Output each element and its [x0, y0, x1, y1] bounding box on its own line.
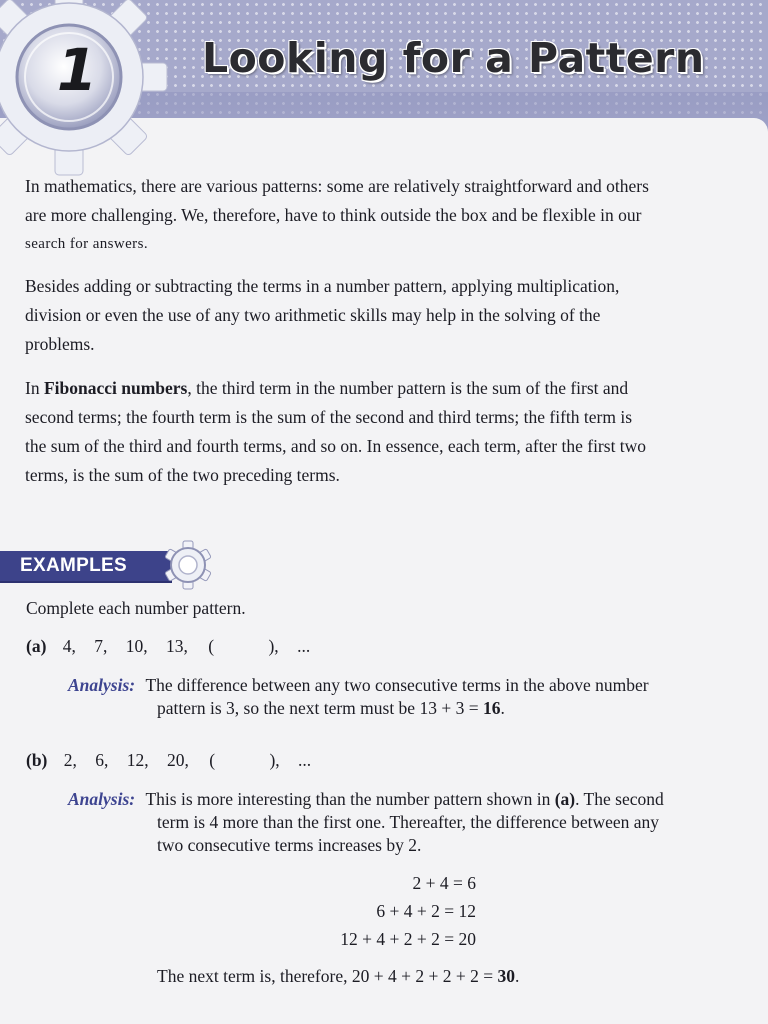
text-line [25, 374, 763, 403]
sequence-term: 10, [125, 636, 148, 656]
term-fibonacci: Fibonacci numbers [43, 378, 188, 398]
text-line: In mathematics, there are various patterns: some are relatively straightforward and others [25, 176, 649, 196]
text-span: , the third term in the number pattern is the sum of the first and [187, 378, 629, 398]
sequence-term: 20, [167, 750, 189, 770]
blank-close: ), [269, 750, 280, 770]
example-label: (b) [26, 750, 48, 770]
sequence-term: 6, [95, 750, 109, 770]
blank-open: ( [209, 750, 216, 770]
equation-line: 6 + 4 + 2 = 12 [376, 901, 476, 921]
number-sequence [51, 636, 310, 656]
ellipsis: ... [298, 750, 312, 770]
text-span: This is more interesting than the number pattern shown in [145, 789, 555, 809]
text-line: are more challenging. We, therefore, have to think outside the box and be flexible in our [25, 205, 642, 225]
text-line: Besides adding or subtracting the terms in a number pattern, applying multiplication, [25, 276, 620, 296]
intro-paragraph-2 [25, 272, 763, 359]
intro-paragraph-3 [25, 374, 763, 490]
text-line: search for answers. [25, 236, 148, 252]
text-span: . [514, 966, 520, 986]
sequence-term: 4, [62, 636, 76, 656]
text-line: problems. [25, 334, 95, 354]
analysis-label: Analysis: [68, 675, 136, 695]
answer-value: 16 [482, 698, 501, 718]
text-span: The difference between any two consecutive terms in the above number [145, 675, 649, 695]
small-gear-icon [154, 540, 216, 590]
blank-close: ), [268, 636, 279, 656]
example-b-analysis [68, 787, 664, 811]
chapter-title: Looking for a Pattern [202, 34, 705, 82]
analysis-label: Analysis: [68, 789, 136, 809]
text-line: term is 4 more than the first one. Thereafter, the difference between any [157, 812, 660, 832]
text-line: terms, is the sum of the two preceding terms. [25, 465, 340, 485]
text-span: pattern is 3, so the next term must be 13 + 3 = [157, 698, 483, 718]
blank-open: ( [208, 636, 215, 656]
sequence-term: 2, [63, 750, 77, 770]
examples-heading: EXAMPLES [20, 555, 127, 576]
number-sequence [52, 750, 311, 770]
text-span: In [25, 378, 44, 398]
example-b-pattern [26, 748, 311, 772]
sequence-term: 12, [126, 750, 149, 770]
text-span: . The second [575, 789, 664, 809]
intro-paragraph-1 [25, 172, 763, 259]
text-span: The next term is, therefore, 20 + 4 + 2 + 2 + 2 = [157, 966, 498, 986]
example-b-conclusion [157, 964, 519, 988]
equation-line: 12 + 4 + 2 + 2 = 20 [340, 929, 476, 949]
text-span: . [500, 698, 505, 718]
example-a-analysis-line2 [157, 696, 505, 720]
example-a-pattern [26, 634, 310, 658]
reference-a: (a) [554, 789, 576, 809]
example-label: (a) [26, 636, 47, 656]
text-line: division or even the use of any two arithmetic skills may help in the solving of the [25, 305, 601, 325]
ellipsis: ... [297, 636, 311, 656]
sequence-term: 13, [166, 636, 188, 656]
equation-line: 2 + 4 = 6 [412, 873, 476, 893]
text-line: the sum of the third and fourth terms, and so on. In essence, each term, after the first two [25, 436, 647, 456]
examples-instruction: Complete each number pattern. [26, 598, 246, 618]
sequence-term: 7, [94, 636, 108, 656]
text-line: two consecutive terms increases by 2. [157, 835, 422, 855]
answer-value: 30 [497, 966, 515, 986]
text-line: second terms; the fourth term is the sum of the second and third terms; the fifth term is [25, 407, 633, 427]
example-a-analysis [68, 673, 649, 697]
chapter-number: 1 [56, 36, 98, 104]
